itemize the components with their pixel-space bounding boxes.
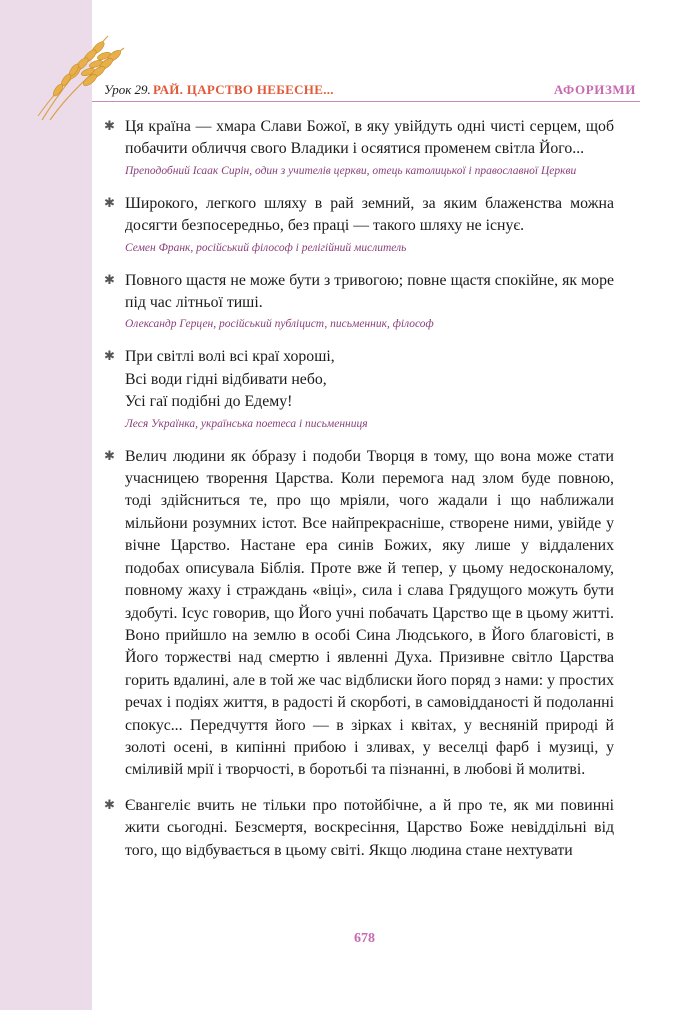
page-header xyxy=(104,82,636,100)
bullet-star-icon: ✱ xyxy=(104,448,115,464)
bullet-star-icon: ✱ xyxy=(104,195,115,211)
aphorism-item xyxy=(104,795,614,862)
verse-line: Всі води гідні відбивати небо, xyxy=(125,370,327,388)
aphorism-item xyxy=(104,270,614,334)
verse-line: При світлі волі всі краї хороші, xyxy=(125,348,335,366)
aphorism-text: Ця країна — хмара Слави Божої, в яку увійдуть одні чисті серцем, щоб побачити обличчя свого Владики і осяятися променем світла Його... xyxy=(125,118,614,158)
aphorism-author: Леся Українка, українська поетеса і письменниця xyxy=(125,417,368,430)
aphorism-author: Преподобний Ісаак Сирін, один з учителів церкви, отець католицької і православної Церкви xyxy=(125,164,577,177)
bullet-star-icon: ✱ xyxy=(104,349,115,365)
page-number: 678 xyxy=(354,931,375,946)
wheat-icon xyxy=(28,28,138,128)
aphorisms-list xyxy=(104,116,614,862)
aphorism-author: Семен Франк, російський філософ і релігійний мислитель xyxy=(125,241,407,254)
bullet-star-icon: ✱ xyxy=(104,797,115,813)
aphorism-text: Євангеліє вчить не тільки про потойбічне, а й про те, як ми повинні жити сьогодні. Безсмертя, воскресіння, Царство Боже невіддільні від того, що відбувається в цьому світі. Якщо людина стане нехтувати xyxy=(125,796,614,859)
aphorism-text: Велич людини як óбразу і подоби Творця в тому, що вона може стати учасницею творення Царства. Коли перемога над злом буде повною, тоді здійсниться те, про що мріяли, чого жадали і що наближали мільйони розумних істот. Все найпрекрасніше, створене ними, увійде у вічне Царство. Настане ера синів Божих, яку лише у віддалених подобах описувала Біблія. Проте вже й тепер, у цьому недосконалому, повному жаху і страждань «віці», сила і слава Грядущого можуть бути здобуті. Ісус говорив, що Його учні побачать Царство ще в цьому житті. Воно прийшло на землю в особі Сина Людського, в Його благовісті, в Його торжестві над смертю і явленні Духа. Призивне світло Царства горить вдалині, але в той же час відблиски його поряд з нами: у простих речах і подіях життя, в радості й скорботі, в самовідданості й подоланні спокус... Передчуття його — в зірках і квітах, у весняній природі й золоті осені, в кипінні прибою і зливах, у веселці фарб і музиці, у сміливій мрії і творчості, в боротьбі та пізнанні, в любові й молитві. xyxy=(125,447,614,779)
header-divider xyxy=(92,101,640,102)
lesson-number: Урок 29. xyxy=(104,82,151,97)
lesson-title: РАЙ. ЦАРСТВО НЕБЕСНЕ... xyxy=(153,82,334,97)
aphorism-author: Олександр Герцен, російський публіцист, письменник, філософ xyxy=(125,318,434,331)
aphorism-item xyxy=(104,446,614,782)
aphorism-text: Повного щастя не може бути з тривогою; повне щастя спокійне, як море під час літньої тиші. xyxy=(125,271,614,312)
side-strip xyxy=(0,0,92,1010)
aphorism-item xyxy=(104,346,614,432)
section-name: АФОРИЗМИ xyxy=(553,82,636,97)
aphorism-item xyxy=(104,193,614,257)
aphorism-item xyxy=(104,116,614,180)
aphorism-text: Широкого, легкого шляху в рай земний, за яким блаженства можна досягти безпосередньо, без праці — такого шляху не існує. xyxy=(125,194,614,235)
verse-line: Усі гаї подібні до Едему! xyxy=(125,393,293,411)
bullet-star-icon: ✱ xyxy=(104,119,115,134)
bullet-star-icon: ✱ xyxy=(104,272,115,288)
